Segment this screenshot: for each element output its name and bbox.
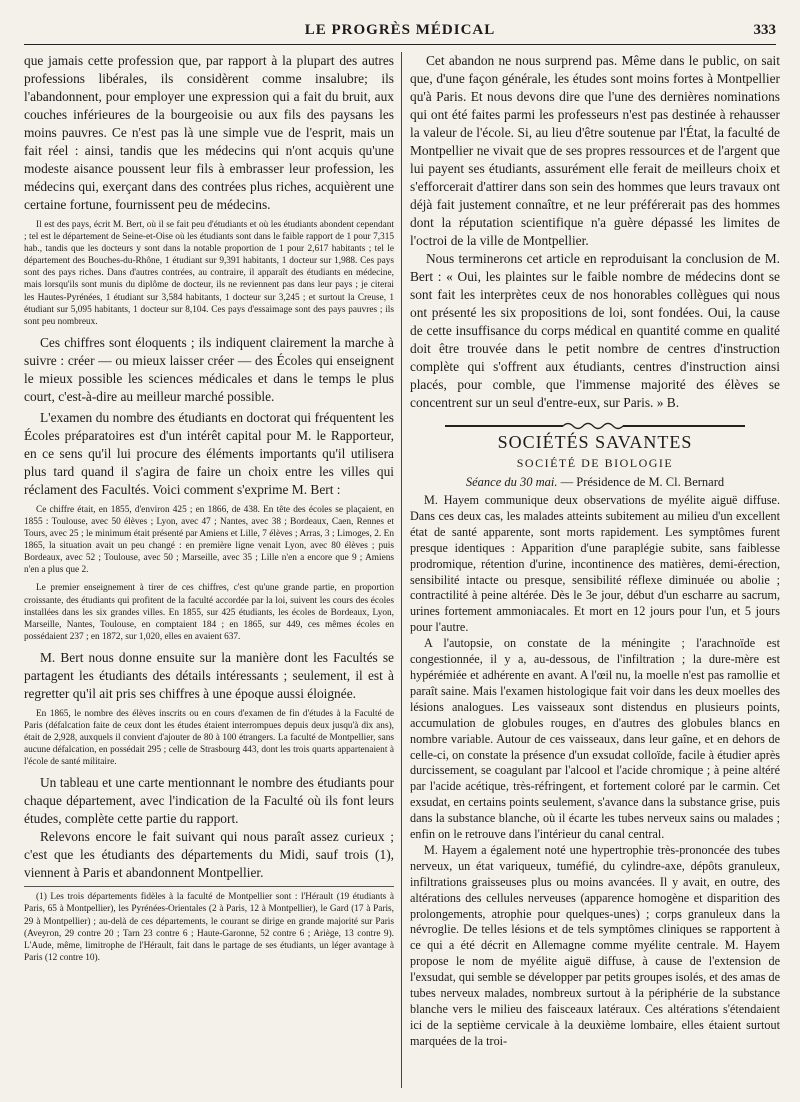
paragraph: Ces chiffres sont éloquents ; ils indiquent clairement la marche à suivre : créer — ou mieux laisser créer — des Écoles qui enseignent le mieux possible les sciences médicales et dans le temps le plus court, c'est-à-dire au meilleur marché possible.	[24, 334, 394, 404]
ornament-rule	[410, 418, 780, 428]
paragraph: M. Bert nous donne ensuite sur la manière dont les Facultés se partagent les étudiants des détails intéressants ; seulement, il est à regretter qu'il ait pris ses chiffres à une époque aussi éloignée.	[24, 649, 394, 701]
footnote: (1) Les trois départements fidèles à la faculté de Montpellier sont : l'Hérault (19 étudiants à Paris, 65 à Montpellier), les Pyrénées-Orientales (2 à Paris, 12 à Montpellier), le Gard (17 à Paris, 29 à Montpellier) ; au-delà de ces départements, le courant se dirige en grande majorité sur Paris (Aveyron, 29 contre 20 ; Tarn 23 contre 6 ; Haute-Garonne, 52 contre 6 ; Ariège, 13 contre 9). L'Aude, même, limitrophe de l'Hérault, fait dans le partage de ses étudiants, un léger avantage à Paris (12 contre 10).	[24, 892, 394, 963]
right-column	[410, 52, 780, 1090]
quotation: En 1865, le nombre des élèves inscrits ou en cours d'examen de fin d'études à la Faculté de Paris (défalcation faite de ceux dont les études étaient interrompues depuis deux jusqu'à dix ans), était de 2,928, auxquels il convient d'ajouter de 80 à 100 étrangers. La faculté de Montpellier, sans aucune défalcation, en possédait 295 ; celle de Strasbourg 443, dont les trois quarts appartenaient à l'école de santé militaire.	[24, 708, 394, 768]
quotation: Il est des pays, écrit M. Bert, où il se fait peu d'étudiants et où les étudiants abondent cependant ; tel est le département de Seine-et-Oise où les étudiants sont dans le faible rapport de 1 pour 7,315 hab., tandis que les docteurs y sont dans la notable proportion de 1 pour 2,617 habitants ; tel le département des Bouches-du-Rhône, 1 étudiant sur 9,391 habitants, 1 docteur sur 1,988. Ces pays sont des pays riches. Dans d'autres contrées, au contraire, il apparaît des étudiants en médecine, mais lorsqu'ils sont munis du diplôme de docteur, ils ne reviennent pas dans leur pays ; je citerai les Hautes-Pyrénées, 1 étudiant sur 3,584 habitants, 1 docteur sur 3,245 ; et surtout la Creuse, 1 étudiant sur 5,095 habitants, 1 docteur sur 8,104. Ces pays d'essaimage sont des pays pauvres ; ils sont peu nombreux.	[24, 220, 394, 327]
footnote-rule	[24, 886, 394, 887]
journal-title: LE PROGRÈS MÉDICAL	[304, 22, 496, 38]
quotation: Ce chiffre était, en 1855, d'environ 425 ; en 1866, de 438. En tête des écoles se plaçaient, en 1855 : Toulouse, avec 50 élèves ; Lyon, avec 47 ; Nantes, avec 38 ; Bordeaux, Caen, Rennes et Tours, avec 25 ; le minimum était présenté par Amiens et Lille, 7 élèves ; Arras, 3 ; Limoges, 2. En 1865, la situation avait un peu changé : en première ligne venait Lyon, avec 80 élèves ; puis Bordeaux, avec 52 ; Toulouse, avec 50 ; Marseille, avec 35 ; Lille n'en a encore que 9 ; Amiens n'en a plus que 2.	[24, 504, 394, 576]
session-presidency: — Présidence de M. Cl. Bernard	[557, 475, 725, 489]
paragraph: Un tableau et une carte mentionnant le nombre des étudiants pour chaque département, avec l'indication de la Faculté où ils font leurs études, complète cette partie du rapport.	[24, 775, 394, 827]
paragraph: M. Hayem a également noté une hypertrophie très-prononcée des tubes nerveux, un état variqueux, tuméfié, du cylindre-axe, dépôts granuleux, infiltrations graisseuses plus ou moins avancées. Il y avait, en outre, des altérations des cellules nerveuses (apparence homogène et disparition des prolongements, atrophie pour quelques-unes) ; corps granuleux dans la névroglie. De telles lésions et de tels symptômes cliniques se rapportent à ce qui a été décrit en Allemagne comme myélite centrale. M. Hayem propose le nom de myélite aiguë diffuse, à cause de l'extension de l'exsudat, qui semble se développer par petits groupes isolés, et des amas de tubes nerveux malades, nombreux surtout à la périphérie de la substance blanche vers le milieu des faisceaux latéraux. Ces altérations s'étendaient ici de la septième cervicale à la deuxième lombaire, elles étaient surtout marquées de la troi-	[410, 842, 780, 1048]
page-number: 333	[753, 22, 776, 38]
section-title: SOCIÉTÉS SAVANTES	[497, 432, 693, 452]
ornament-icon	[445, 421, 745, 431]
left-column	[24, 52, 394, 1090]
session-date: Séance du 30 mai.	[465, 475, 558, 489]
paragraph: que jamais cette profession que, par rapport à la plupart des autres professions libérales, ils considèrent comme insalubre; ils l'abandonnent, pour employer une expression qui a fait du bruit, aux couches inférieures de la bourgeoisie ou aux fils des paysans les moins pauvres. Ce n'est pas là une simple vue de l'esprit, mais un fait réel : ainsi, tandis que les médecins qui n'ont acquis qu'une modeste aisance poussent leur fils à embrasser leur profession, les médecins qui, exerçant dans des contrées plus riches, acquièrent une certaine fortune, fournissent peu de médecins.	[24, 53, 394, 212]
column-divider	[401, 52, 402, 1088]
quotation: Le premier enseignement à tirer de ces chiffres, c'est qu'une grande partie, en proportion croissante, des étudiants qui profitent de la faculté accordée par la loi, suivent les cours des écoles installées dans les six grandes villes. En 1855, sur 425 étudiants, les écoles de Bordeaux, Lyon, Marseille, Nantes, Toulouse, en comptaient 184 ; en 1865, sur 449, ces mêmes écoles en possédaient 237 ; en 1872, sur 1,020, elles en avaient 637.	[24, 583, 394, 642]
paragraph: Nous terminerons cet article en reproduisant la conclusion de M. Bert : « Oui, les plaintes sur le faible nombre de médecins dont se sont fait les interprètes ceux de nos honorables collègues qui nous ont présenté les six propositions de loi, sont fondées. Oui, la cause de cette insuffisance du corps médical en quantité comme en qualité doit être trouvée dans le petit nombre de centres d'instruction complète qui s'offrent aux étudiants, centres d'instruction ainsi placés, pour comble, que l'immense majorité des élèves se concentrent sur un seul d'entre-eux, sur Paris. » B.	[410, 251, 780, 410]
session-line	[410, 475, 780, 490]
subsection-title: SOCIÉTÉ DE BIOLOGIE	[516, 456, 674, 470]
paragraph: L'examen du nombre des étudiants en doctorat qui fréquentent les Écoles préparatoires est d'un intérêt capital pour M. le Rapporteur, en ce sens qu'il lui procure des éléments importants qu'il utilisera plus tard quand il s'agira de faire un choix entre les villes qui réclament des Facultés. Voici comment s'exprime M. Bert :	[24, 409, 394, 497]
paragraph: A l'autopsie, on constate de la méningite ; l'arachnoïde est congestionnée, il y a, au-dessous, de l'infiltration ; la dure-mère est hypérémiée et adhérente en avant. A l'œil nu, la moelle n'est pas ramollie et paraît saine. Mais l'examen histologique fait voir dans les deux moelles des lésions analogues. Les vaisseaux sont distendus en plusieurs points, accumulation de globules rouges, en d'autres des globules blancs en nombre variable. Autour de ces vaisseaux, dans leur gaîne, et en dehors de celle-ci, on constate la présence d'un exsudat colloïde, facile à étudier après durcissement, se coagulant par l'alcool et l'acide chromique ; à peine altéré par l'acide acétique, très-réfringent, et fortement coloré par le carmin. Cet exsudat, en certains points seulement, s'avance dans la substance grise, puis dans la substance blanche, où il écarte les tubes nerveux sains ou malades ; enfin on le retrouve dans l'intérieur du canal central.	[410, 636, 780, 842]
page-header	[24, 22, 776, 45]
paragraph: M. Hayem communique deux observations de myélite aiguë diffuse. Dans ces deux cas, les malades atteints subitement au milieu d'un excellent état de santé apparente, sont morts rapidement. Les symptômes furent presque identiques : Apparition d'une paraplégie subite, sans faiblesse prodromique, rétention d'urine, incontinence des matières, demi-érection, sensibilité intacte ou presque, sensibilité réflexe diminuée ou abolie ; contractilité à peine altérée. Dès le 3e jour, début d'un escharre au sacrum, urines fortement ammoniacales. Et mort en 12 jours pour l'un, et 5 jours pour l'autre.	[410, 493, 780, 635]
paragraph: Relevons encore le fait suivant qui nous paraît assez curieux ; c'est que les étudiants des départements du Midi, sauf trois (1), viennent à Paris et abandonnent Montpellier.	[24, 829, 394, 881]
paragraph: Cet abandon ne nous surprend pas. Même dans le public, on sait que, d'une façon générale, les études sont moins fortes à Montpellier qu'à Paris. Et nous devons dire que l'une des dernières nominations qui ont été faites parmi les professeurs n'est pas destinée à rehausser la valeur de l'école. Si, au lieu d'être soutenue par l'État, la faculté de Montpellier ne vivait que de ses propres ressources et de l'argent que lui payent ses étudiants, assurément elle ferait de meilleurs choix et s'efforcerait d'attirer dans son sein des hommes que leurs travaux ont déjà fait justement connaître, et ne leur préférerait pas des hommes dont la réputation scientifique n'a guère dépassé les limites de l'octroi de la ville de Montpellier.	[410, 53, 780, 248]
